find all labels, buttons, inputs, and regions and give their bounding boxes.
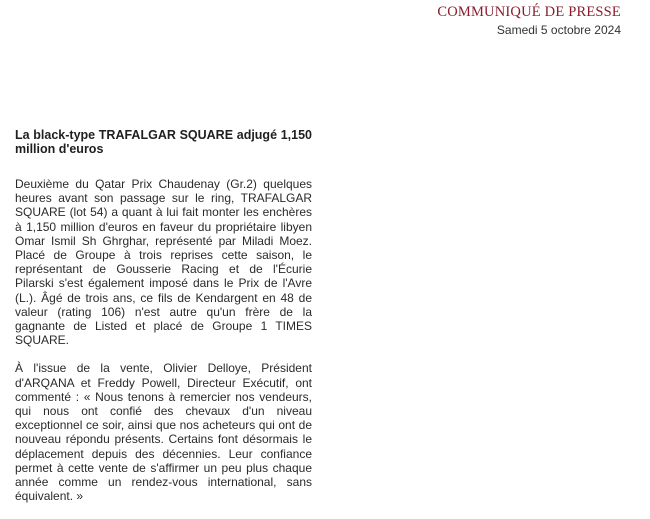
press-release-label: COMMUNIQUÉ DE PRESSE	[437, 4, 621, 20]
article-paragraph-1: Deuxième du Qatar Prix Chaudenay (Gr.2) quelques heures avant son passage sur le ring, TRAFALGAR SQUARE (lot 54) a quant à lui fait monter les enchères à 1,150 million d'euros en faveur du propriétaire libyen Omar Ismil Sh Ghrghar, représenté par Miladi Moez. Placé de Groupe à trois reprises cette saison, le représentant de Gousserie Racing et de l'Écurie Pilarski s'est également imposé dans le Prix de l'Avre (L.). Âgé de trois ans, ce fils de Kendargent en 48 de valeur (rating 106) n'est autre qu'un frère de la gagnante de Listed et placé de Groupe 1 TIMES SQUARE.	[15, 177, 312, 348]
press-header	[437, 4, 621, 38]
article-body	[15, 128, 312, 517]
article-headline: La black-type TRAFALGAR SQUARE adjugé 1,150 million d'euros	[15, 128, 312, 156]
press-release-date: Samedi 5 octobre 2024	[496, 23, 621, 37]
article-paragraph-2: À l'issue de la vente, Olivier Delloye, Président d'ARQANA et Freddy Powell, Directeur Exécutif, ont commenté : « Nous tenons à remercier nos vendeurs, qui nous ont confié des chevaux d'un niveau exceptionnel ce soir, ainsi que nos acheteurs qui ont de nouveau répondu présents. Certains font désormais le déplacement depuis des décennies. Leur confiance permet à cette vente de s'affirmer un peu plus chaque année comme un rendez-vous international, sans équivalent. »	[15, 361, 312, 504]
